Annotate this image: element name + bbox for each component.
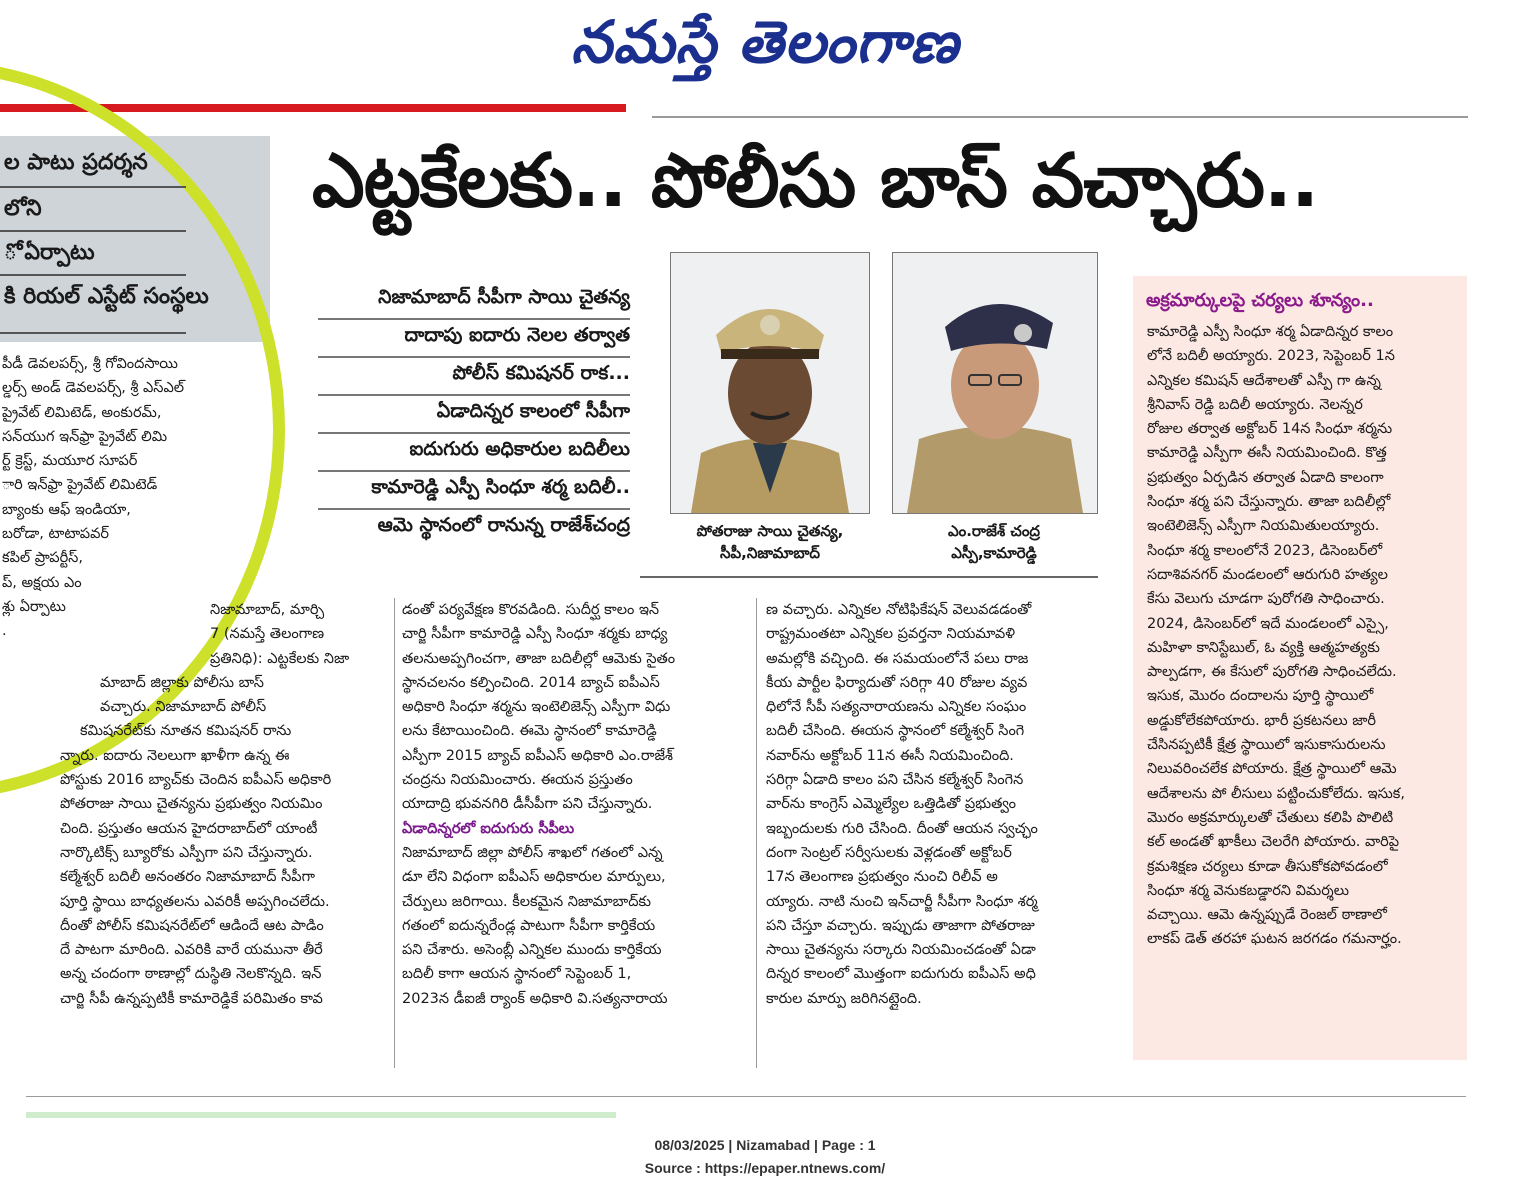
subheading: ఏడాదిన్నరలో ఐదుగురు సీపీలు: [402, 820, 575, 837]
text-line: మాబాద్ జిల్లాకు పోలీసు బాస్: [100, 674, 264, 691]
text-line: ారి ఇన్‌ఫ్రా ప్రైవేట్ లిమిటెడ్: [2, 477, 158, 494]
text-line: న్నారు. ఐదారు నెలలుగా ఖాళీగా ఉన్న ఈ: [60, 747, 290, 764]
text-line: తలనుఅప్పగించగా, తాజా బదిలీల్లో ఆమెకు సైతం: [402, 650, 676, 667]
text-line: పీడీ డెవలపర్స్, శ్రీ గోవిందసాయి: [2, 356, 178, 372]
text-line: వచ్చారు. నిజామాబాద్ పోలీస్: [100, 699, 267, 716]
deck-line: కామారెడ్డి ఎస్పీ సింధూ శర్మ బదిలీ..: [371, 476, 630, 498]
text-line: 17న తెలంగాణ ప్రభుత్వం నుంచి రిలీవ్ అ: [766, 869, 998, 886]
text-line: కల్మేశ్వర్ బదిలీ అనంతరం నిజామాబాద్ సీపీగా: [60, 869, 315, 886]
sidebar-line: ఆదేశాలను పో లీసులు పట్టించుకోలేదు. ఇసుక,: [1147, 785, 1405, 802]
deck-line: ఏడాదిన్నర కాలంలో సీపీగా: [436, 400, 630, 422]
text-line: కారుల మార్పు జరిగినట్లైంది.: [766, 990, 922, 1007]
text-line: చింది. ప్రస్తుతం ఆయన హైదరాబాద్‌లో యాంటీ: [60, 820, 318, 837]
text-line: సన్‌యుగ ఇన్‌ఫ్రా ప్రైవేట్ లిమి: [2, 428, 168, 445]
text-line: లను కేటాయించింది. ఈమె స్థానంలో కామారెడ్డి: [402, 723, 657, 740]
sidebar-line: మహిళా కానిస్టేబుల్, ఓ వ్యక్తి ఆత్మహత్యకు: [1147, 639, 1380, 656]
text-line: స్థానచలనం కల్పించింది. 2014 బ్యాచ్ ఐపీఎస్: [402, 674, 660, 691]
text-line: పూర్తి స్థాయి బాధ్యతలను ఎవరికీ అప్పగించలేదు.: [60, 893, 330, 910]
text-line: నిజామాబాద్, మార్చి: [210, 602, 325, 618]
left-box-line: ల పాటు ప్రదర్శన: [4, 150, 148, 175]
text-line: ర్ట్ క్రెస్ట్, మయూర సూపర్: [2, 453, 138, 470]
deck-separator: [318, 318, 630, 320]
article-column-1: [60, 598, 386, 1011]
text-line: దే పాటగా మారింది. ఎవరికి వారే యమునా తీరే: [60, 942, 323, 959]
text-line: ల్డర్స్ అండ్ డెవలపర్స్, శ్రీ ఎస్ఎల్: [2, 380, 185, 397]
headline-rule: [652, 116, 1468, 118]
text-line: దంగా సెంట్రల్ సర్వీసులకు వెళ్లడంతో అక్టోబర్: [766, 844, 1012, 861]
text-line: పని చేశారు. అసెంబ్లీ ఎన్నికల ముందు కార్తికేయ: [402, 942, 662, 959]
police-officer-portrait-1: [671, 253, 869, 513]
police-officer-portrait-2: [893, 253, 1097, 513]
text-line: నవార్‌ను అక్టోబర్ 11న ఈసీ నియమించింది.: [766, 747, 1014, 764]
text-line: గతంలో ఐదున్నరేండ్ల పాటుగా సీపీగా కార్తికేయ: [402, 917, 656, 934]
sidebar-line: క్రమశిక్షణ చర్యలు కూడా తీసుకోకపోవడంలో: [1147, 858, 1388, 875]
sidebar-line: లోనే బదిలీ అయ్యారు. 2023, సెప్టెంబర్ 1న: [1147, 348, 1395, 365]
text-line: నార్కొటిక్స్ బ్యూరోకు ఎస్పీగా పని చేస్తున్నారు.: [60, 844, 313, 861]
deck-line: ఆమె స్థానంలో రానున్న రాజేశ్‌చంద్ర: [377, 514, 630, 536]
sidebar-line: లాకప్ డెత్ తరహా ఘటన జరగడం గమనార్హం.: [1147, 931, 1402, 948]
bottom-rule: [26, 1096, 1466, 1097]
article-column-2: [402, 598, 742, 1011]
footer-date-line: 08/03/2025 | Nizamabad | Page : 1: [654, 1137, 876, 1153]
column-divider: [756, 598, 757, 1068]
text-line: కపిల్ ప్రాపర్టీస్,: [2, 550, 83, 567]
text-line: ధిలోనే సీపీ సత్యనారాయణను ఎన్నికల సంఘం: [766, 699, 1027, 716]
article-column-3: [766, 598, 1112, 1011]
text-line: బదిలీ కాగా ఆయన స్థానంలో సెప్టెంబర్ 1,: [402, 966, 632, 983]
sidebar-line: సదాశివనగర్ మండలంలో ఆరుగురి హత్యల: [1147, 566, 1388, 583]
text-line: బ్యాంకు ఆఫ్ ఇండియా,: [2, 501, 131, 518]
sidebar-line: పాల్పడగా, ఈ కేసులో పురోగతి సాధించలేదు.: [1147, 664, 1397, 681]
deck-separator: [318, 432, 630, 434]
text-line: పని చేస్తూ వచ్చారు. ఇప్పుడు తాజాగా పోతరాజు: [766, 917, 1035, 934]
masthead-logo: నమస్తే తెలంగాణ: [571, 8, 959, 76]
text-line: దీంతో పోలీస్ కమిషనరేట్‌లో ఆడిందే ఆట పాడిం: [60, 917, 324, 934]
sidebar-line: ఎన్నికల కమిషన్ ఆదేశాలతో ఎస్పీ గా ఉన్న: [1147, 372, 1381, 389]
left-box-separator: [0, 274, 186, 276]
text-line: కీయ పార్టీల ఫిర్యాదుతో సరిగ్గా 40 రోజుల వ్యవ: [766, 674, 1028, 691]
text-line: వార్‌ను కాంగ్రెస్ ఎమ్మెల్యేల ఒత్తిడితో ప్రభుత్వం: [766, 796, 1016, 813]
text-line: చేర్పులు జరిగాయి. కీలకమైన నిజామాబాద్‌కు: [402, 893, 652, 910]
text-line: పోతరాజు సాయి చైతన్యను ప్రభుత్వం నియమిం: [60, 796, 323, 813]
photo-sai-chaitanya: [670, 252, 870, 514]
sidebar-line: నిలువరించలేక పోయారు. క్షేత్ర స్థాయిలో ఆమె: [1147, 761, 1397, 778]
sidebar-line: మొరం అక్రమార్కులతో చేతులు కలిపి పొలిటి: [1147, 809, 1394, 826]
deck-line: పోలీస్ కమిషనర్ రాక...: [452, 362, 630, 384]
deck-separator: [318, 394, 630, 396]
deck-separator: [318, 470, 630, 472]
photo-rajesh-chandra: [892, 252, 1098, 514]
sidebar-line: కల్ అండతో ఖాకీలు చెలరేగి పోయారు. వారిపై: [1147, 834, 1400, 851]
sidebar-line: సింధూ శర్మ పని చేస్తున్నారు. తాజా బదిలీల్లో: [1147, 494, 1391, 511]
text-line: అధికారి సింధూ శర్మను ఇంటెలిజెన్స్ ఎస్పీగా విధు: [402, 699, 671, 716]
text-line: .: [2, 623, 7, 640]
left-box-line: లోని: [4, 196, 42, 221]
sidebar-line: రోజుల తర్వాత అక్టోబర్ 14న సింధూ శర్మను: [1147, 421, 1393, 438]
text-line: చార్జి సీపీ ఉన్నప్పటికీ కామారెడ్డికే పరిమితం కావ: [60, 990, 323, 1007]
deck-line: నిజామాబాద్ సీపీగా సాయి చైతన్య: [378, 286, 630, 308]
photo-rule: [640, 576, 1098, 578]
sidebar-line: కేసు వెలుగు చూడగా పురోగతి సాధించారు.: [1147, 591, 1385, 608]
text-line: దిన్నర కాలంలో మొత్తంగా ఐదుగురు ఐపీఎస్ అధి: [766, 966, 1036, 983]
text-line: 2023న డీఐజీ ర్యాంక్ అధికారి వి.సత్యనారాయ: [402, 990, 668, 1007]
text-line: చంద్రను నియమించారు. ఈయన ప్రస్తుతం: [402, 772, 633, 789]
deck-separator: [318, 508, 630, 510]
headline: ఎట్టకేలకు.. పోలీసు బాస్ వచ్చారు..: [312, 138, 1319, 224]
sidebar-line: 2024, డిసెంబర్‌లో ఇదే మండలంలో ఎస్సై,: [1147, 615, 1389, 632]
sidebar-line: ఇంటెలిజెన్స్ ఎస్పీగా నియమితులయ్యారు.: [1147, 518, 1380, 535]
photo2-caption: ఎం.రాజేశ్ చంద్ర ఎస్పీ,కామారెడ్డి: [947, 522, 1041, 562]
left-box-line: కి రియల్ ఎస్టేట్ సంస్థలు: [4, 284, 209, 309]
text-line: ణ వచ్చారు. ఎన్నికల నోటిఫికేషన్ వెలువడడంతో: [766, 602, 1032, 618]
sidebar-line: కామారెడ్డి ఎస్పీగా ఈసీ నియమించింది. కొత్త: [1147, 445, 1387, 462]
text-line: బరోడా, టాటాపవర్: [2, 526, 109, 543]
text-line: సరిగ్గా ఏడాది కాలం పని చేసిన కల్మేశ్వర్ సింగెన: [766, 772, 1024, 789]
deck-line: ఐదుగురు అధికారుల బదిలీలు: [409, 438, 630, 460]
text-line: 7 (నమస్తే తెలంగాణ: [210, 626, 325, 643]
sidebar-line: సింధూ శర్మ కాలంలోనే 2023, డిసెంబర్‌లో: [1147, 542, 1383, 559]
text-line: పోస్టుకు 2016 బ్యాచ్‌కు చెందిన ఐపీఎస్ అధికారి: [60, 772, 332, 789]
sidebar-line: ప్రభుత్వం ఏర్పడిన తర్వాత ఏడాది కాలంగా: [1147, 469, 1384, 486]
sidebar-line: అడ్డుకోలేకపోయారు. భారీ ప్రకటనలు జారీ: [1147, 712, 1376, 729]
footer-source-link[interactable]: Source : https://epaper.ntnews.com/: [644, 1160, 886, 1176]
text-line: ప్, అక్షయ ఎం: [2, 574, 82, 591]
bottom-ad-strip: [26, 1112, 616, 1118]
photo1-caption: పోతరాజు సాయి చైతన్య, సీపీ,నిజామాబాద్: [696, 522, 844, 562]
sidebar-line: శ్రీనివాస్ రెడ్డి బదిలీ అయ్యారు. నెలన్నర: [1147, 396, 1363, 413]
sidebar-title: అక్రమార్కులపై చర్యలు శూన్యం..: [1146, 290, 1374, 311]
column-divider: [394, 598, 395, 1068]
text-line: యాదాద్రి భువనగిరి డీసీపీగా పని చేస్తున్నారు.: [402, 796, 653, 813]
left-box-separator: [0, 186, 186, 188]
text-line: చార్జి సీపీగా కామారెడ్డి ఎస్పీ సింధూ శర్మకు బాధ్య: [402, 626, 668, 643]
text-line: రాష్ట్రమంతటా ఎన్నికల ప్రవర్తనా నియమావళి: [766, 626, 1016, 643]
text-line: అమల్లోకి వచ్చింది. ఈ సమయంలోనే పలు రాజ: [766, 650, 1029, 667]
text-line: కమిషనరేట్‌కు నూతన కమిషనర్ రాను: [80, 723, 292, 740]
left-box-separator: [0, 332, 186, 334]
text-line: ప్రైవేట్ లిమిటెడ్, అంకురమ్,: [2, 404, 162, 421]
text-line: డూ లేని విధంగా ఐపీఎస్ అధికారుల మార్పులు,: [402, 869, 666, 886]
left-box-line: ో ఏర్పాటు: [4, 240, 95, 265]
sidebar-line: కామారెడ్డి ఎస్పీ సింధూ శర్మ ఏడాదిన్నర కాలం: [1147, 324, 1394, 340]
text-line: య్యారు. నాటి నుంచి ఇన్‌చార్జీ సీపీగా సింధూ శర్మ: [766, 893, 1038, 910]
sidebar-text: [1147, 320, 1463, 952]
sidebar-line: వచ్చాయి. ఆమె ఉన్నప్పుడే రెంజల్ ఠాణాలో: [1147, 907, 1387, 924]
text-line: శ్లు ఏర్పాటు: [2, 598, 66, 615]
text-line: బదిలీ చేసింది. ఈయన స్థానంలో కల్మేశ్వర్ సింగె: [766, 723, 1025, 740]
deck-separator: [318, 356, 630, 358]
text-line: డంతో పర్యవేక్షణ కొరవడింది. సుదీర్ఘ కాలం ఇన్: [402, 602, 660, 618]
text-line: ప్రతినిధి): ఎట్టకేలకు నిజా: [210, 650, 350, 667]
sidebar-line: సింధూ శర్మ వెనుకబడ్డారని విమర్శలు: [1147, 882, 1350, 899]
deck-line: దాదాపు ఐదారు నెలల తర్వాత: [404, 324, 630, 346]
text-line: ఎస్పీగా 2015 బ్యాచ్ ఐపీఎస్ అధికారి ఎం.రాజేశ్: [402, 747, 674, 764]
text-line: అన్న చందంగా ఠాణాల్లో దుస్థితి నెలకొన్నది. ఇన్: [60, 966, 322, 983]
sidebar-line: చేసినప్పటికీ క్షేత్ర స్థాయిలో ఇసుకాసురులను: [1147, 737, 1386, 754]
text-line: నిజామాబాద్ జిల్లా పోలీస్ శాఖలో గతంలో ఎన్న: [402, 844, 663, 861]
sidebar-line: ఇసుక, మొరం దందాలను పూర్తి స్థాయిలో: [1147, 688, 1374, 705]
left-box-separator: [0, 230, 186, 232]
text-line: ఇబ్బందులకు గురి చేసింది. దీంతో ఆయన స్వచ్ఛం: [766, 820, 1038, 837]
text-line: సాయి చైతన్యను సర్కారు నియమించడంతో ఏడా: [766, 942, 1036, 959]
